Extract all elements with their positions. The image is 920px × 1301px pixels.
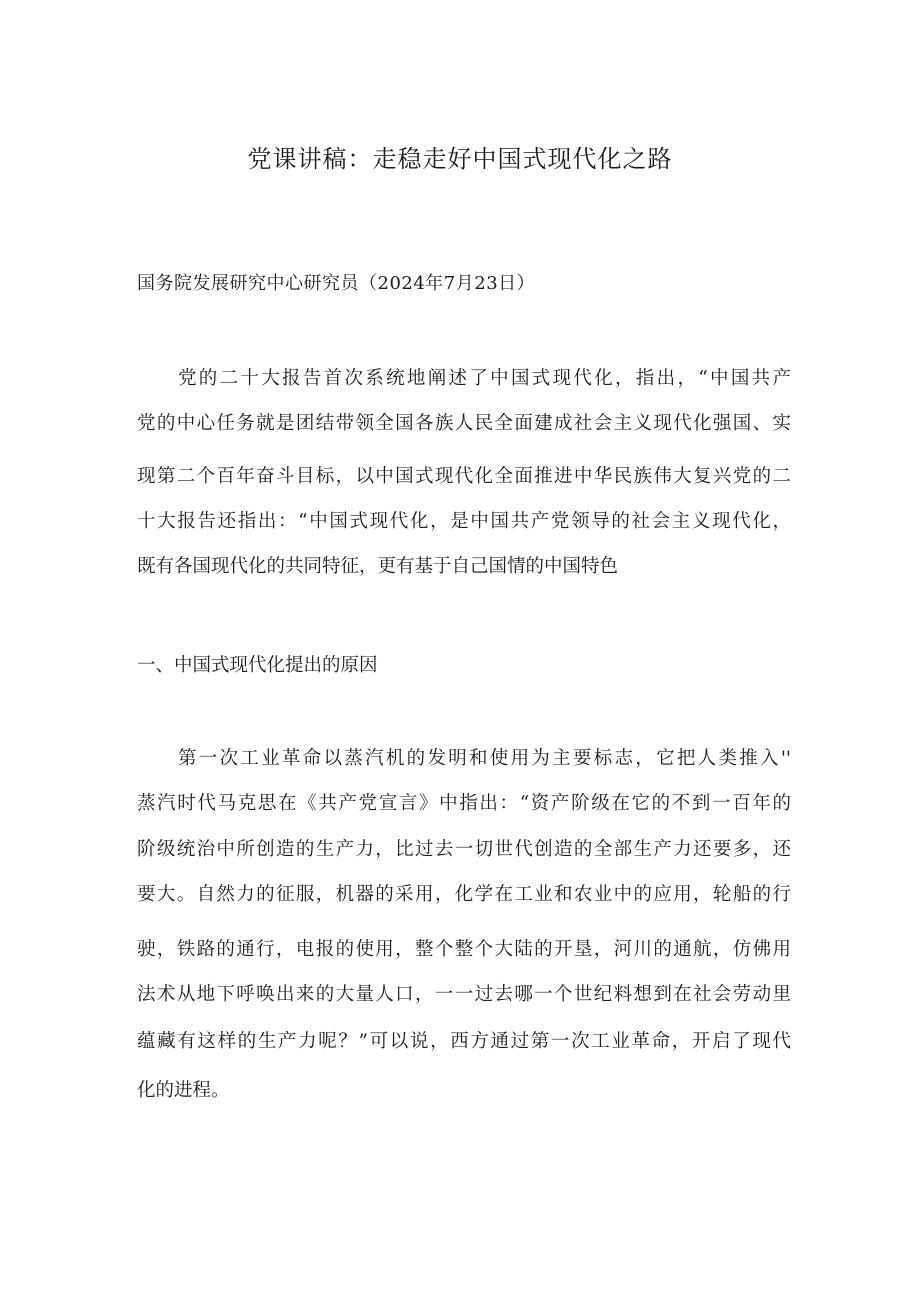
paragraph-line: 驶，铁路的通行，电报的使用，整个整个大陆的开垦，河川的通航，仿佛用 xyxy=(137,939,791,960)
paragraph-line: 党的中心任务就是团结带领全国各族人民全面建成社会主义现代化强国、实 xyxy=(137,413,791,434)
paragraph-line: 阶级统治中所创造的生产力，比过去一切世代创造的全部生产力还要多，还 xyxy=(137,839,791,860)
paragraph-line: 蒸汽时代马克思在《共产党宣言》中指出：“资产阶级在它的不到一百年的 xyxy=(137,793,791,814)
paragraph-line: 第一次工业革命以蒸汽机的发明和使用为主要标志，它把人类推入'' xyxy=(178,748,791,769)
author-byline: 国务院发展研究中心研究员（2024年7月23日） xyxy=(137,273,536,294)
paragraph-line: 现第二个百年奋斗目标，以中国式现代化全面推进中华民族伟大复兴党的二 xyxy=(137,466,791,487)
paragraph-line: 要大。自然力的征服，机器的采用，化学在工业和农业中的应用，轮船的行 xyxy=(137,884,791,905)
paragraph-line: 党的二十大报告首次系统地阐述了中国式现代化，指出，“中国共产 xyxy=(178,368,791,389)
section-heading: 一、中国式现代化提出的原因 xyxy=(137,655,378,676)
paragraph-line: 十大报告还指出：“中国式现代化，是中国共产党领导的社会主义现代化， xyxy=(137,511,791,532)
paragraph-line: 蕴藏有这样的生产力呢？”可以说，西方通过第一次工业革命，开启了现代 xyxy=(137,1031,791,1052)
document-title: 党课讲稿：走稳走好中国式现代化之路 xyxy=(247,145,673,173)
paragraph-line: 化的进程。 xyxy=(137,1080,230,1101)
paragraph-line: 法术从地下呼唤出来的大量人口，一一过去哪一个世纪料想到在社会劳动里 xyxy=(137,984,791,1005)
paragraph-line: 既有各国现代化的共同特征，更有基于自己国情的中国特色 xyxy=(137,556,619,577)
